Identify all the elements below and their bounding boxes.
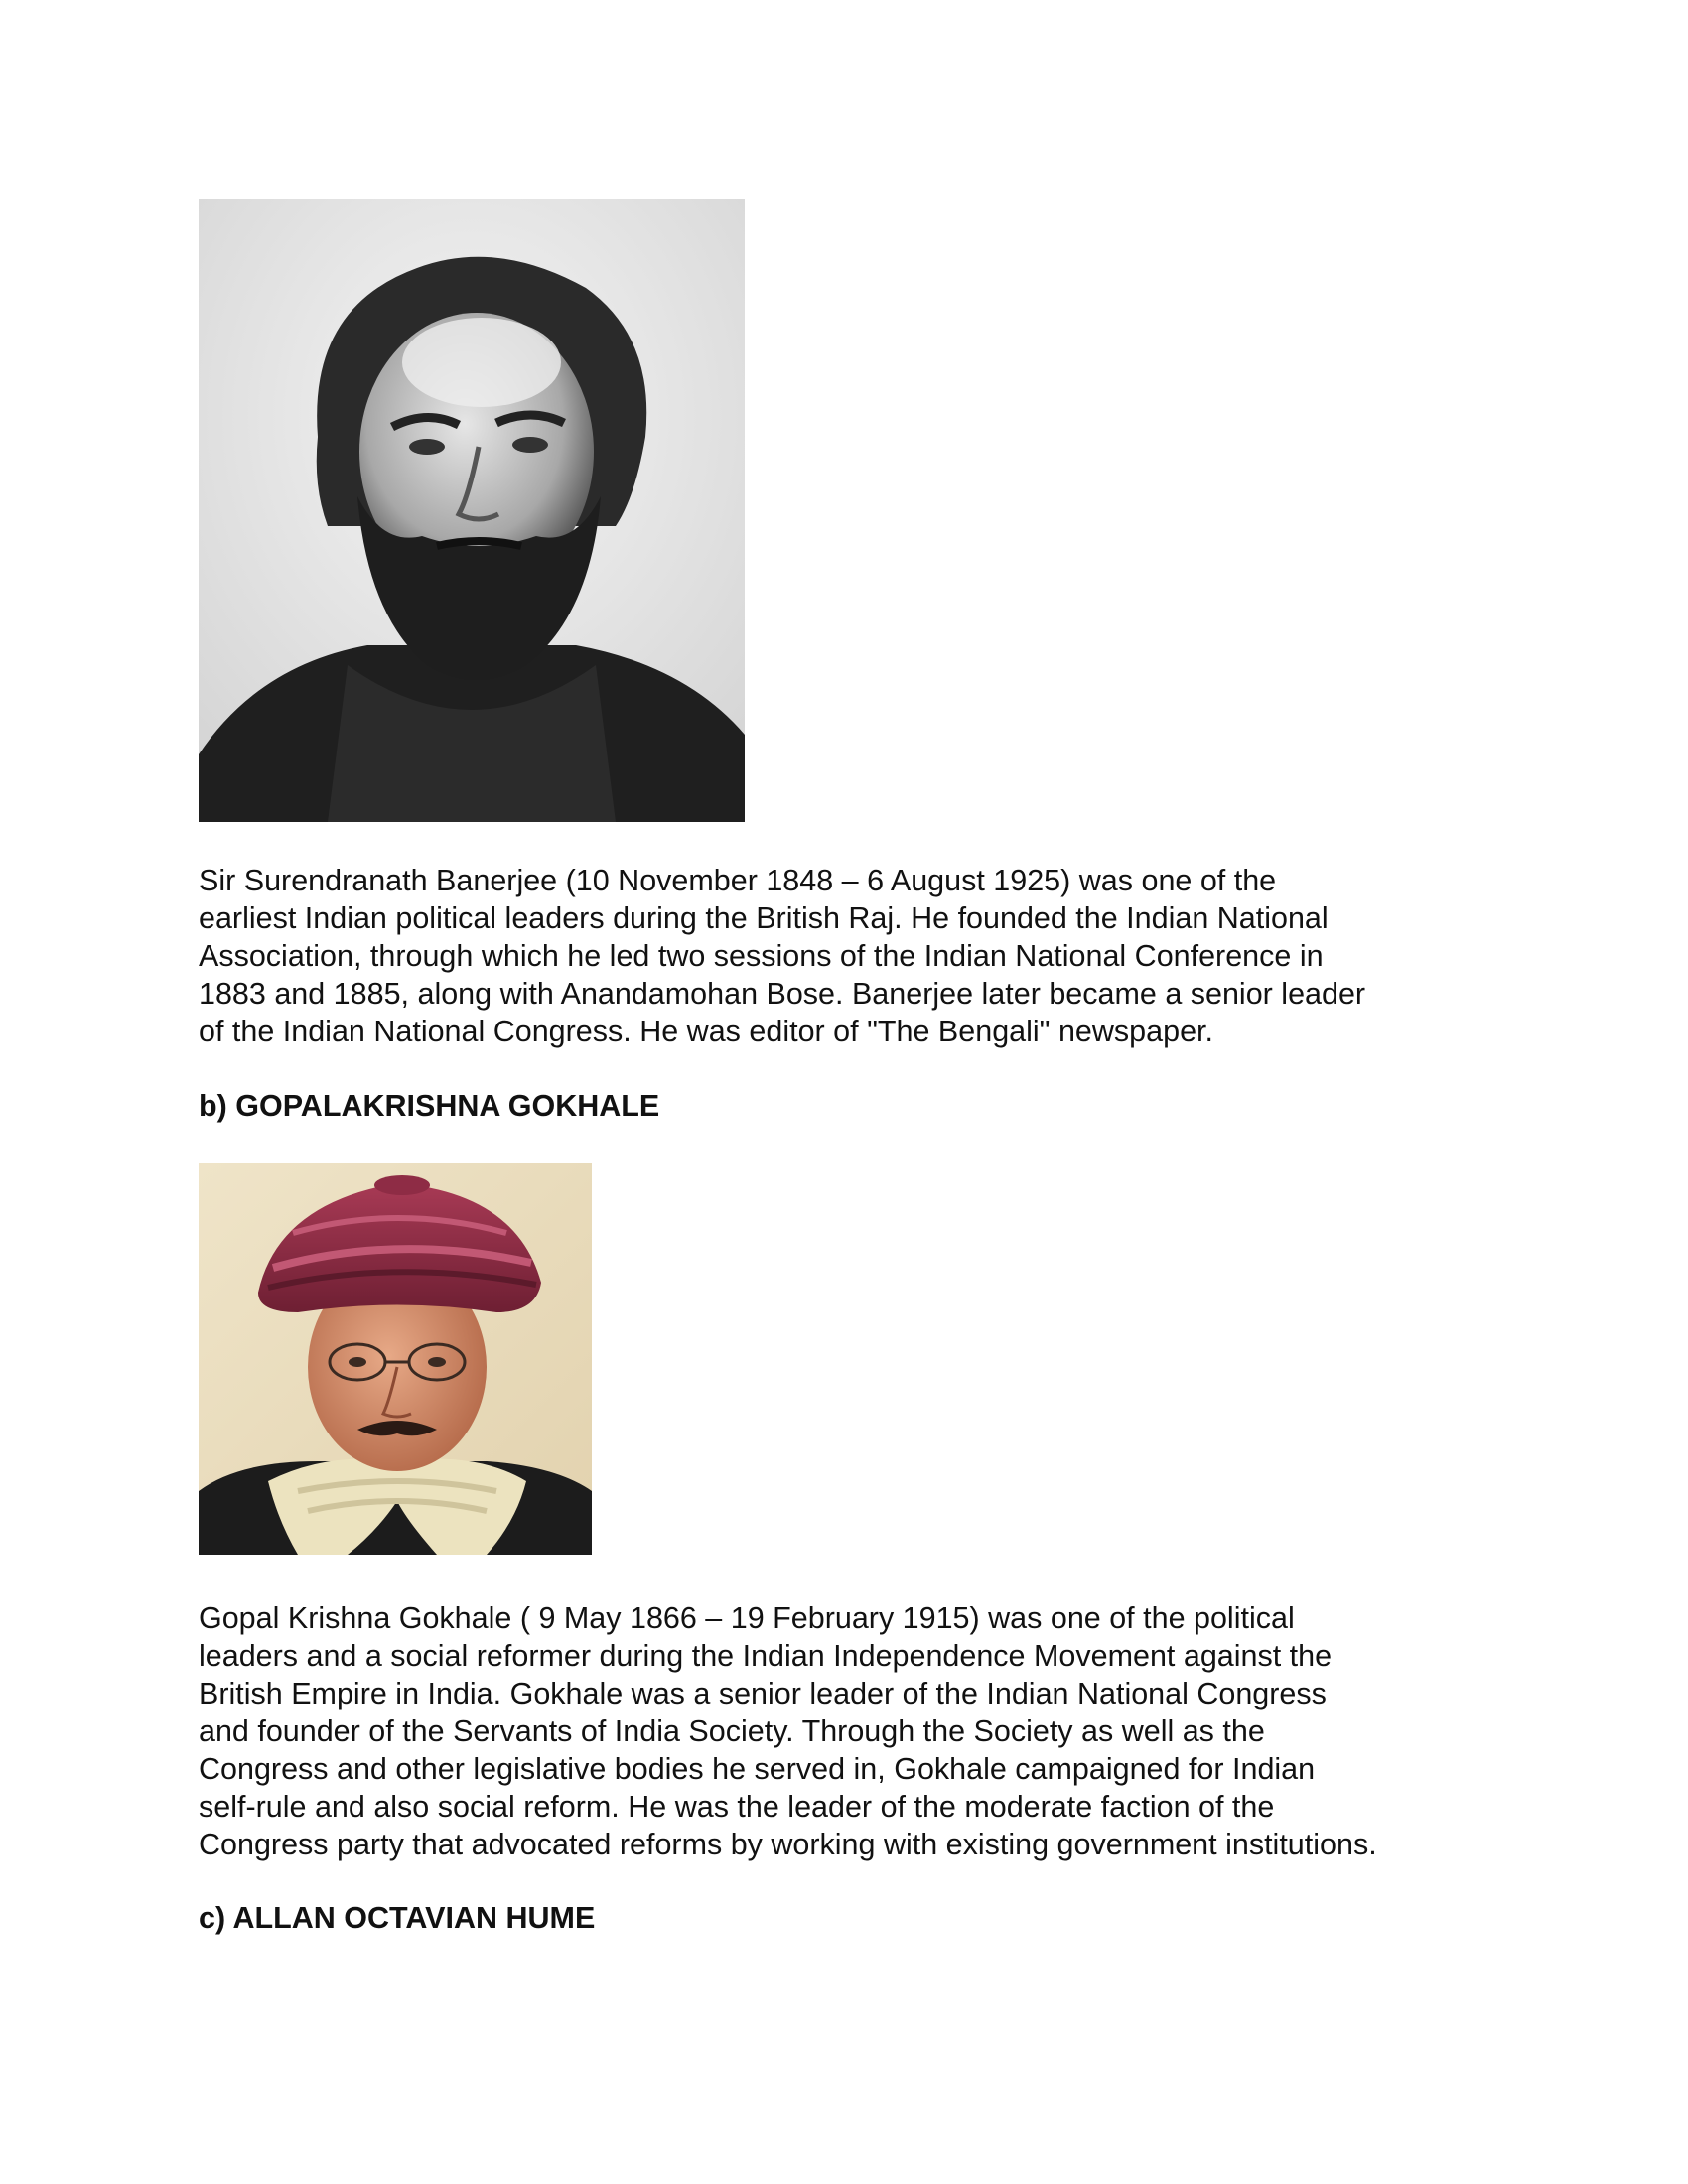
- paragraph-line: Gopal Krishna Gokhale ( 9 May 1866 – 19 February 1915) was one of the political: [199, 1601, 1295, 1635]
- portrait-painting-gokhale: [199, 1163, 592, 1555]
- biography-paragraph-banerjee: [199, 862, 1489, 1050]
- section-heading-gokhale: b) GOPALAKRISHNA GOKHALE: [199, 1089, 660, 1123]
- biography-paragraph-gokhale: [199, 1599, 1489, 1863]
- paragraph-line: earliest Indian political leaders during the British Raj. He founded the Indian National: [199, 901, 1329, 935]
- paragraph-line: Congress and other legislative bodies he served in, Gokhale campaigned for Indian: [199, 1752, 1316, 1786]
- portrait-photo-icon: [199, 199, 745, 822]
- paragraph-line: Sir Surendranath Banerjee (10 November 1848 – 6 August 1925) was one of the: [199, 864, 1277, 897]
- paragraph-line: of the Indian National Congress. He was editor of "The Bengali" newspaper.: [199, 1015, 1213, 1048]
- portrait-painting-icon: [199, 1163, 592, 1555]
- paragraph-line: British Empire in India. Gokhale was a senior leader of the Indian National Congress: [199, 1677, 1327, 1710]
- paragraph-line: and founder of the Servants of India Society. Through the Society as well as the: [199, 1714, 1265, 1748]
- section-heading-hume: c) ALLAN OCTAVIAN HUME: [199, 1901, 596, 1935]
- paragraph-line: self-rule and also social reform. He was the leader of the moderate faction of the: [199, 1790, 1275, 1824]
- paragraph-line: Association, through which he led two sessions of the Indian National Conference in: [199, 939, 1324, 973]
- paragraph-line: leaders and a social reformer during the Indian Independence Movement against the: [199, 1639, 1333, 1673]
- portrait-photo-banerjee: [199, 199, 745, 822]
- paragraph-line: Congress party that advocated reforms by working with existing government institutions.: [199, 1828, 1377, 1861]
- paragraph-line: 1883 and 1885, along with Anandamohan Bose. Banerjee later became a senior leader: [199, 977, 1366, 1011]
